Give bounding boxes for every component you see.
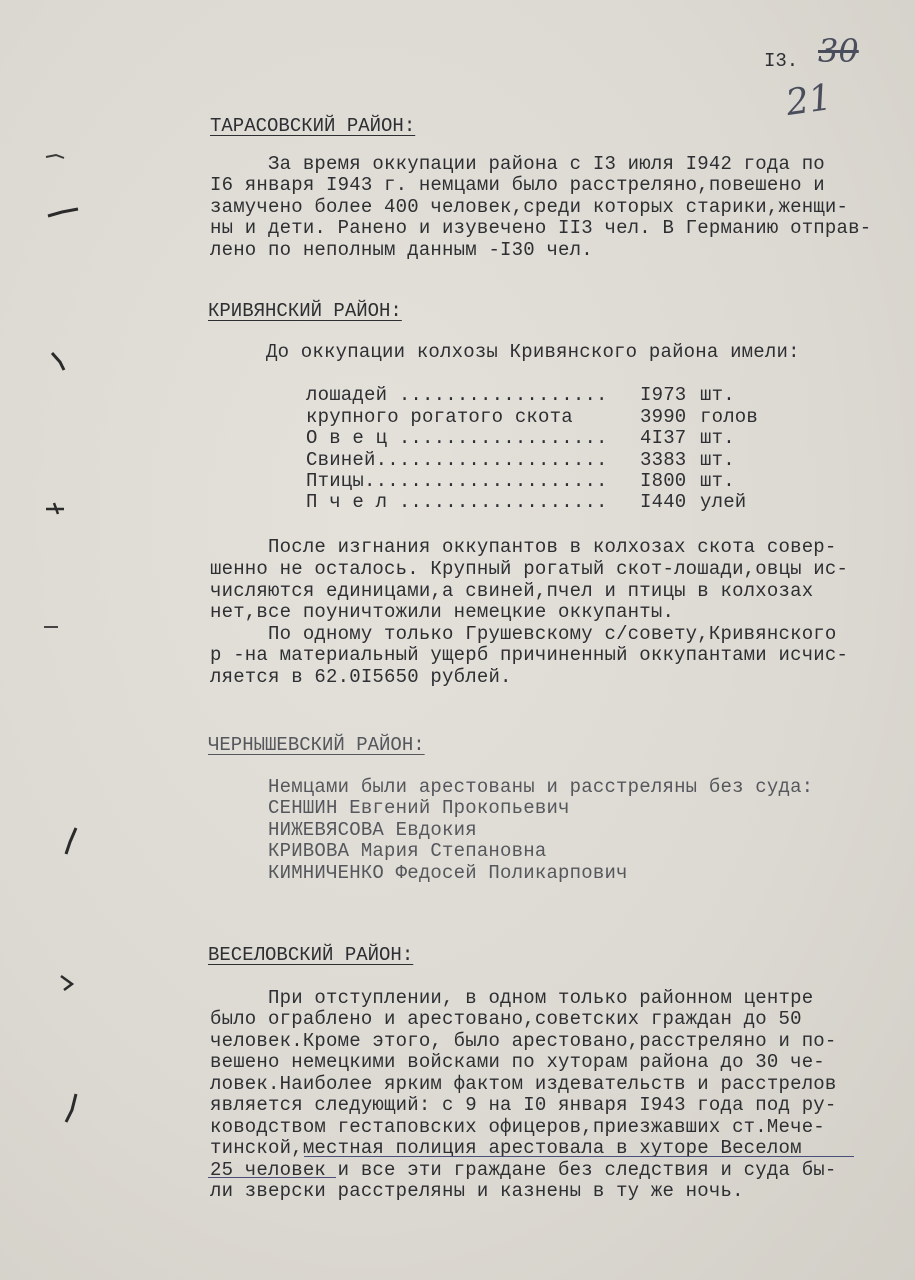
- binding-mark: [44, 152, 66, 162]
- binding-mark: [62, 826, 84, 836]
- handwritten-number-crossed: 30: [818, 32, 859, 70]
- victim-name: КИМНИЧЕНКО Федосей Поликарпович: [268, 862, 628, 884]
- paragraph-line: ляется в 62.0I5650 рублей.: [210, 666, 512, 688]
- livestock-value: 3383: [640, 449, 687, 471]
- livestock-label: О в е ц ..................: [306, 427, 608, 449]
- paragraph-line: I6 января I943 г. немцами было расстреляно,повешено и: [210, 174, 825, 196]
- paragraph-line: После изгнания оккупантов в колхозах скота совер-: [210, 536, 837, 558]
- paragraph-line: ководством гестаповских офицеров,приезжавших ст.Мече-: [210, 1116, 825, 1138]
- paragraph-line: Немцами были арестованы и расстреляны без суда:: [268, 776, 814, 798]
- paragraph-line: ловек.Наиболее ярким фактом издевательств и расстрелов: [210, 1073, 837, 1095]
- livestock-label: П ч е л ..................: [306, 491, 608, 513]
- binding-mark: [44, 500, 66, 510]
- paragraph-line: числяются единицами,а свиней,пчел и птицы в колхозах: [210, 580, 814, 602]
- livestock-value: 4I37: [640, 427, 687, 449]
- livestock-label: Свиней....................: [306, 449, 608, 471]
- binding-mark: [42, 624, 64, 634]
- pen-underline: [304, 1156, 854, 1157]
- livestock-unit: улей: [700, 491, 747, 513]
- livestock-label: Птицы.....................: [306, 470, 608, 492]
- binding-mark: [62, 1092, 84, 1102]
- paragraph-line: 25 человек и все эти граждане без следствия и суда бы-: [210, 1159, 837, 1181]
- livestock-unit: шт.: [700, 427, 735, 449]
- livestock-unit: шт.: [700, 384, 735, 406]
- paragraph-line: По одному только Грушевскому с/совету,Кривянского: [210, 623, 837, 645]
- livestock-unit: шт.: [700, 449, 735, 471]
- livestock-value: I800: [640, 470, 687, 492]
- paragraph-line: р -на материальный ущерб причиненный оккупантами исчис-: [210, 644, 849, 666]
- livestock-value: I973: [640, 384, 687, 406]
- victim-name: НИЖЕВЯСОВА Евдокия: [268, 819, 477, 841]
- paragraph-line: лено по неполным данным -I30 чел.: [210, 239, 593, 261]
- section-heading-krivyansky: КРИВЯНСКИЙ РАЙОН:: [208, 300, 402, 322]
- victim-name: СЕНШИН Евгений Прокопьевич: [268, 797, 570, 819]
- paragraph-line: шенно не осталось. Крупный рогатый скот-лошади,овцы ис-: [210, 558, 849, 580]
- paragraph-line: было ограблено и арестовано,советских граждан до 50: [210, 1008, 802, 1030]
- paragraph-line: тинской,местная полиция арестовала в хуторе Веселом: [210, 1137, 802, 1159]
- livestock-label: крупного рогатого скота: [306, 406, 608, 428]
- paragraph-line: До оккупации колхозы Кривянского района имели:: [266, 341, 800, 363]
- paragraph-line: ны и дети. Ранено и изувечено II3 чел. В Германию отправ-: [210, 217, 872, 239]
- paragraph-line: нет,все поуничтожили немецкие оккупанты.: [210, 601, 675, 623]
- pen-underline: [208, 1177, 336, 1178]
- handwritten-number: 21: [783, 77, 835, 124]
- paragraph-line: является следующий: с 9 на I0 января I943 года под ру-: [210, 1094, 837, 1116]
- page-number: I3.: [764, 50, 799, 72]
- paragraph-line: замучено более 400 человек,среди которых старики,женщи-: [210, 196, 849, 218]
- livestock-label: лошадей ..................: [306, 384, 608, 406]
- binding-mark: [48, 350, 70, 360]
- binding-mark: [58, 972, 80, 982]
- livestock-unit: шт.: [700, 470, 735, 492]
- section-heading-veselovsky: ВЕСЕЛОВСКИЙ РАЙОН:: [208, 944, 414, 966]
- paragraph-line: ли зверски расстреляны и казнены в ту же ночь.: [210, 1180, 744, 1202]
- section-heading-tarasovsky: ТАРАСОВСКИЙ РАЙОН:: [210, 115, 416, 137]
- livestock-value: 3990: [640, 406, 687, 428]
- binding-mark: [46, 206, 68, 216]
- paragraph-line: человек.Кроме этого, было арестовано,расстреляно и по-: [210, 1030, 837, 1052]
- livestock-unit: голов: [700, 406, 759, 428]
- section-heading-chernyshevsky: ЧЕРНЫШЕВСКИЙ РАЙОН:: [208, 734, 425, 756]
- paragraph-line: За время оккупации района с I3 июля I942 года по: [210, 153, 825, 175]
- paragraph-line: При отступлении, в одном только районном центре: [210, 987, 814, 1009]
- victim-name: КРИВОВА Мария Степановна: [268, 840, 547, 862]
- livestock-value: I440: [640, 491, 687, 513]
- paragraph-line: вешено немецкими войсками по хуторам района до 30 че-: [210, 1051, 825, 1073]
